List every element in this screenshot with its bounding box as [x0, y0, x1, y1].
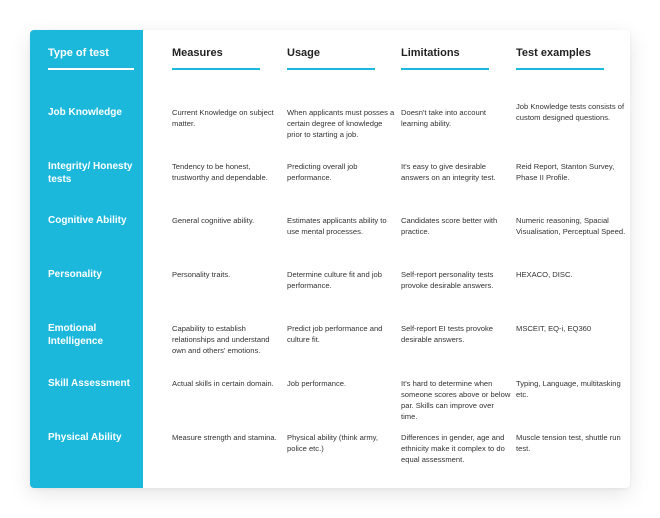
row-label-job-knowledge: Job Knowledge [48, 107, 122, 118]
row-label-integrity-honesty: Integrity/ Honesty tests [48, 161, 133, 185]
column-underline [401, 68, 489, 70]
table-cell: Numeric reasoning, Spacial Visualisation, Perceptual Speed. [516, 216, 626, 236]
table-cell: Doesn't take into account learning ability. [401, 108, 487, 128]
table-cell: MSCEIT, EQ-i, EQ360 [516, 324, 592, 333]
table-cell: Typing, Language, multitasking etc. [516, 379, 621, 399]
table-cell: Determine culture fit and job performance. [287, 270, 382, 290]
table-cell: When applicants must posses a certain degree of knowledge prior to starting a job. [287, 108, 395, 139]
table-cell: Candidates score better with practice. [401, 216, 498, 236]
table-cell: Muscle tension test, shuttle run test. [516, 433, 621, 453]
table-cell: Predict job performance and culture fit. [287, 324, 383, 344]
column-header-measures: Measures [172, 47, 223, 59]
column-header-limitations: Limitations [401, 47, 460, 59]
table-cell: Tendency to be honest, trustworthy and dependable. [172, 162, 268, 182]
table-cell: General cognitive ability. [172, 216, 255, 225]
test-type-sidebar [30, 30, 143, 488]
row-header-title: Type of test [48, 47, 109, 59]
table-cell: Self-report personality tests provoke desirable answers. [401, 270, 494, 290]
table-cell: HEXACO, DISC. [516, 270, 573, 279]
table-cell: Personality traits. [172, 270, 231, 279]
table-cell: It's hard to determine when someone scores above or below par. Skills can improve over time. [401, 379, 511, 421]
column-header-usage: Usage [287, 47, 321, 59]
table-cell: Job Knowledge tests consists of custom designed questions. [516, 102, 625, 122]
table-cell: Actual skills in certain domain. [172, 379, 274, 388]
row-label-cognitive-ability: Cognitive Ability [48, 215, 127, 226]
table-cell: Predicting overall job performance. [287, 162, 358, 182]
table-cell: Measure strength and stamina. [172, 433, 277, 442]
table-cell: Self-report EI tests provoke desirable answers. [401, 324, 494, 344]
table-cell: Capability to establish relationships and understand own and others' emotions. [172, 324, 270, 355]
row-header-underline [48, 68, 134, 70]
row-label-personality: Personality [48, 269, 102, 280]
column-underline [172, 68, 260, 70]
table-cell: Estimates applicants ability to use mental processes. [287, 216, 387, 236]
column-underline [287, 68, 375, 70]
row-label-skill-assessment: Skill Assessment [48, 378, 130, 389]
table-cell: Physical ability (think army, police etc.) [287, 433, 379, 453]
table-cell: Differences in gender, age and ethnicity make it complex to do equal assessment. [401, 433, 505, 464]
column-underline [516, 68, 604, 70]
table-cell: Reid Report, Stanton Survey, Phase II Profile. [516, 162, 615, 182]
table-cell: Job performance. [287, 379, 347, 388]
row-label-physical-ability: Physical Ability [48, 432, 122, 443]
column-header-test-examples: Test examples [516, 47, 592, 59]
table-cell: Current Knowledge on subject matter. [172, 108, 274, 128]
row-label-emotional-intelligence: Emotional Intelligence [48, 323, 104, 347]
table-cell: It's easy to give desirable answers on an integrity test. [401, 162, 496, 182]
